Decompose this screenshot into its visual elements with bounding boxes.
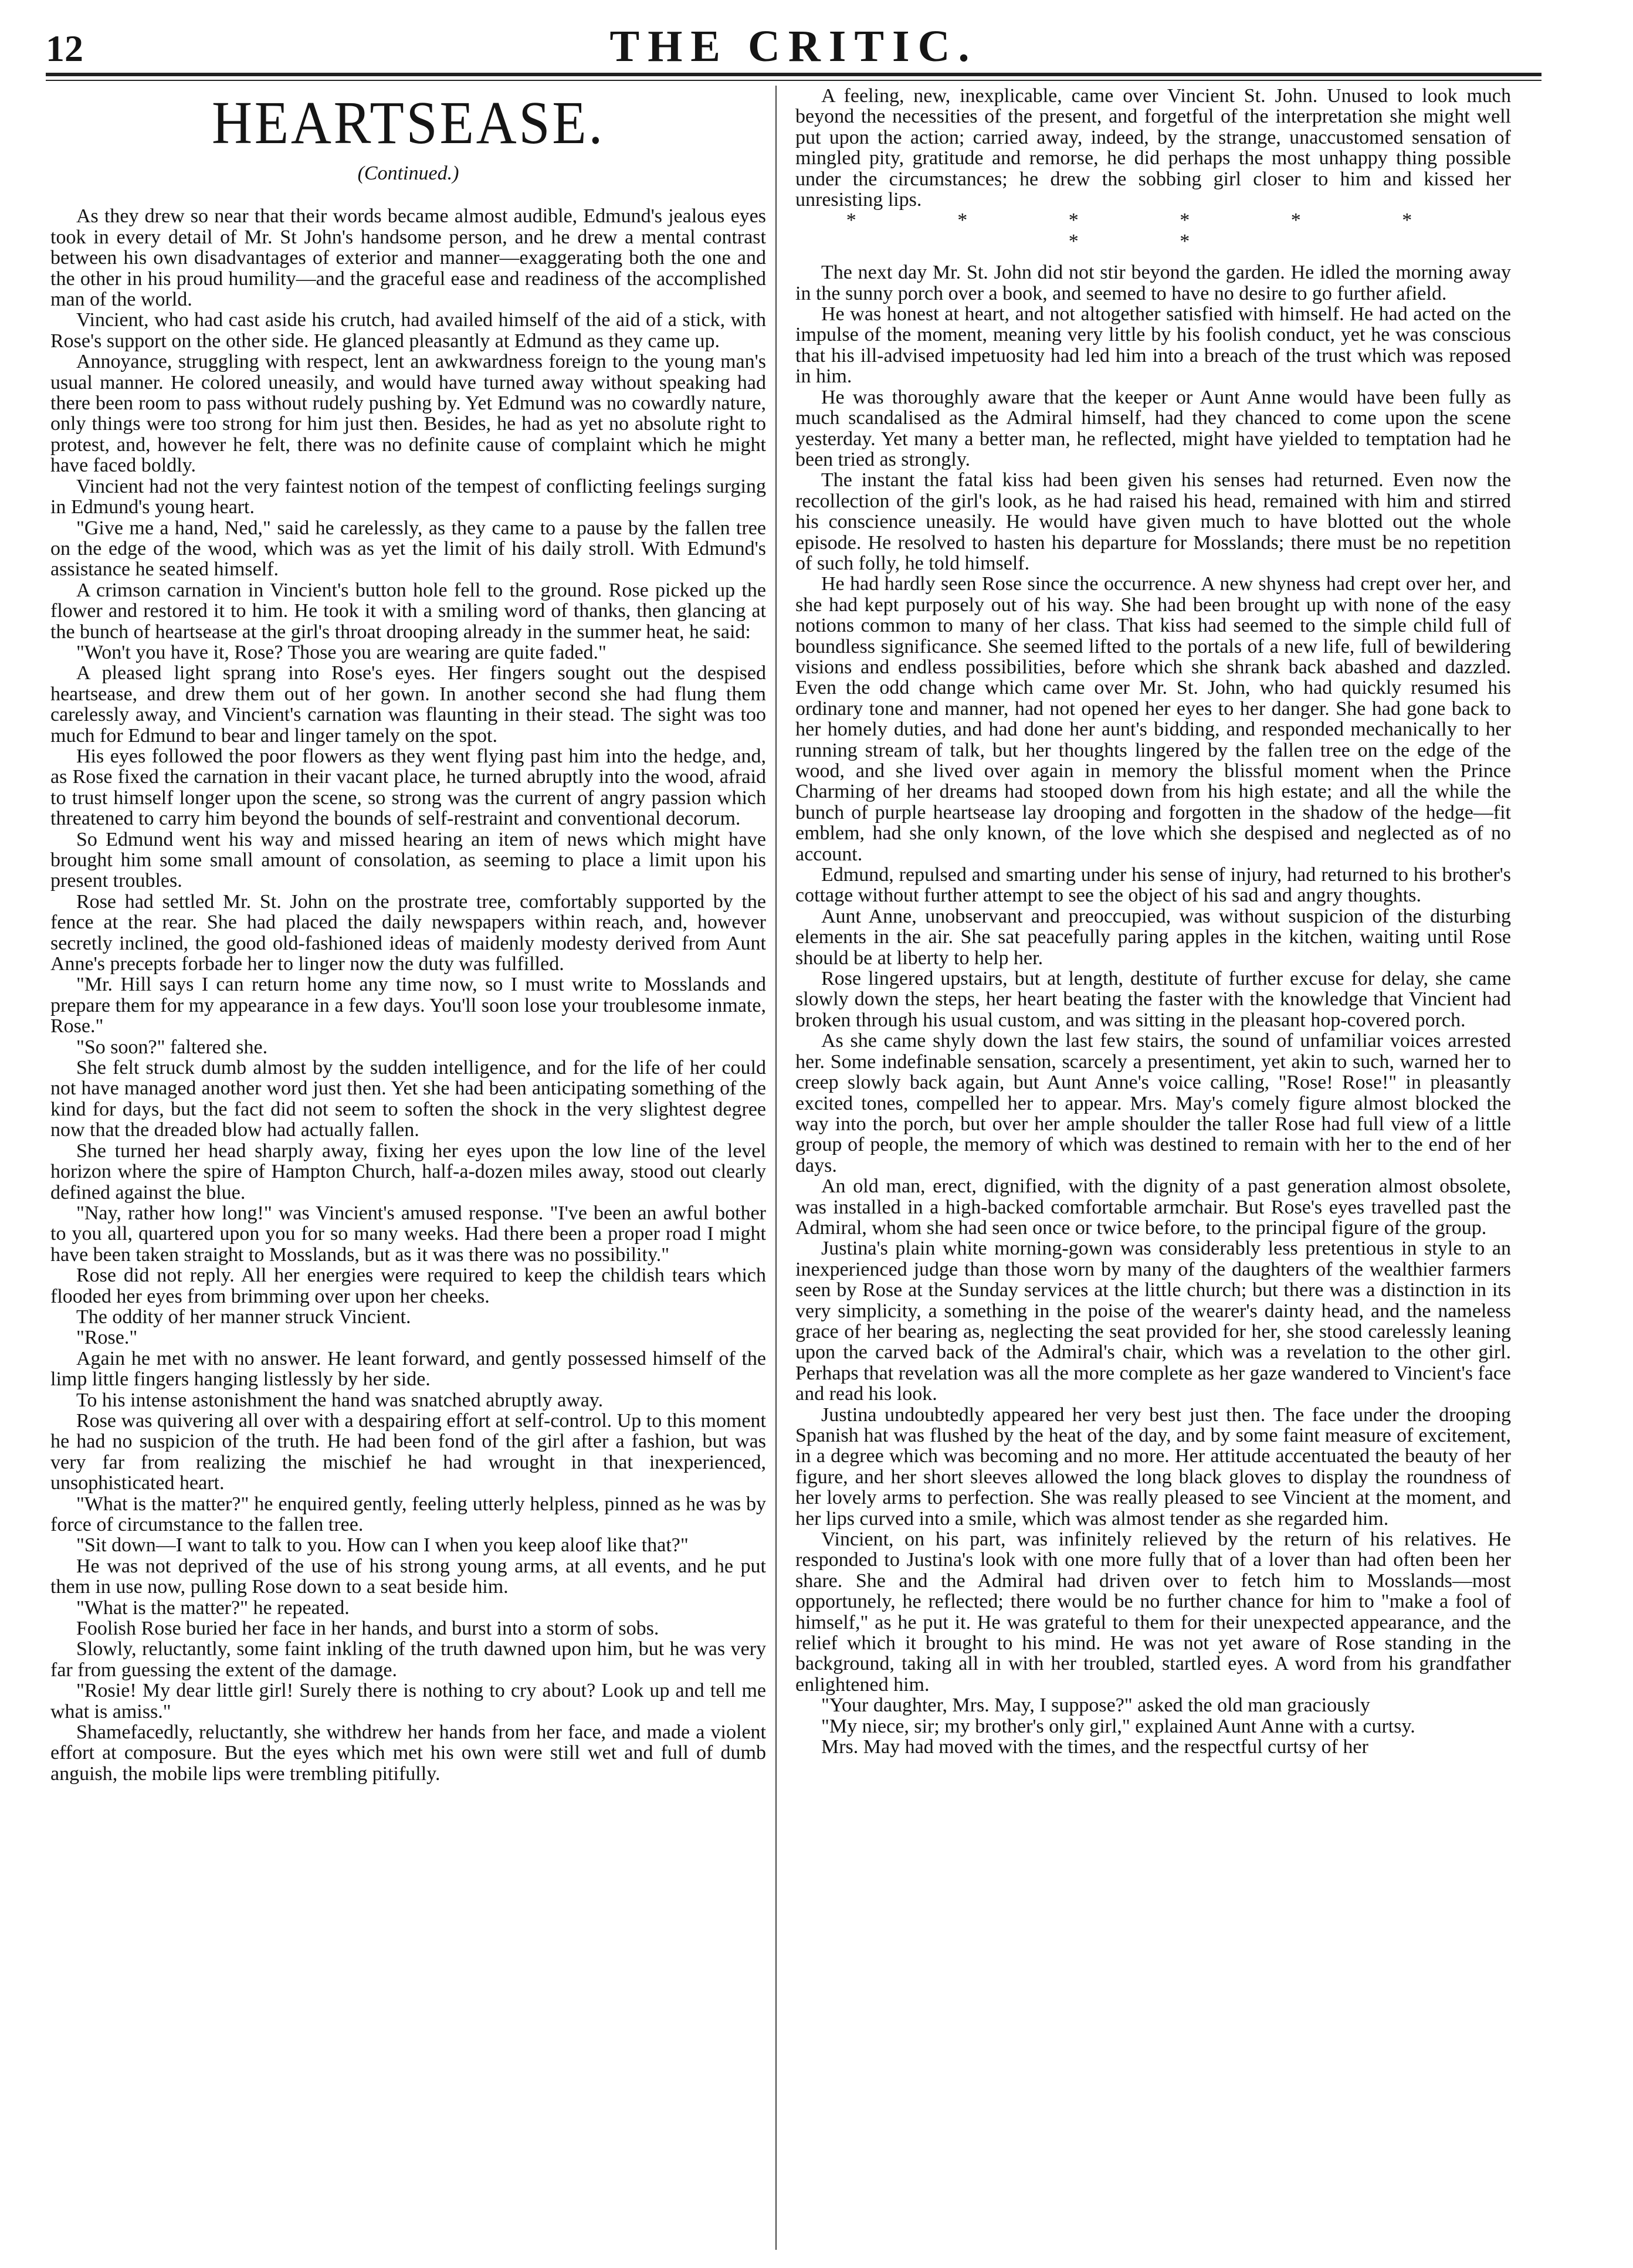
- paragraph: Vincient, who had cast aside his crutch, had availed himself of the aid of a stick, with Rose's support on the other side. He glanced pleasantly at Edmund as they came up.: [50, 309, 766, 352]
- paragraph: Shamefacedly, reluctantly, she withdrew her hands from her face, and made a violent effort at composure. But the eyes which met his own were still wet and full of dumb anguish, the mobile lips were trembling pitifully.: [50, 1721, 766, 1785]
- masthead: THE CRITIC.: [609, 22, 978, 71]
- left-column-paragraphs: [50, 206, 766, 1784]
- paragraph: Aunt Anne, unobservant and preoccupied, was without suspicion of the disturbing elements in the air. She sat peacefully paring apples in the kitchen, waiting until Rose should be at liberty to help her.: [795, 905, 1511, 969]
- header-rule-thin: [46, 80, 1541, 81]
- paragraph: Again he met with no answer. He leant forward, and gently possessed himself of the limp little fingers hanging listlessly by her side.: [50, 1347, 766, 1391]
- paragraph: Annoyance, struggling with respect, lent an awkwardness foreign to the young man's usual manner. He colored uneasily, and would have turned away without speaking had there been room to pass without rudely pushing by. Yet Edmund was no cowardly nature, only things were too strong for him just then. Besides, he had as yet no absolute right to protest, and, however he felt, there was no definite cause of complaint which he might have faced boldly.: [50, 351, 766, 477]
- paragraph: He was not deprived of the use of his strong young arms, at all events, and he put them in use now, pulling Rose down to a seat beside him.: [50, 1555, 766, 1598]
- paragraph: "Rose.": [76, 1327, 138, 1349]
- paragraph: "What is the matter?" he enquired gently, feeling utterly helpless, pinned as he was by force of circumstance to the fallen tree.: [50, 1493, 766, 1535]
- paragraph: Mrs. May had moved with the times, and the respectful curtsy of her: [821, 1736, 1368, 1758]
- paragraph: The instant the fatal kiss had been given his senses had returned. Even now the recollection of the girl's look, as he had raised his head, remained with him and stirred his conscience uneasily. He would have given much to have blotted out the whole episode. He resolved to hasten his departure for Mosslands; there must be no repetition of such folly, he told himself.: [795, 469, 1511, 574]
- paragraph: His eyes followed the poor flowers as they went flying past him into the hedge, and, as Rose fixed the carnation in their vacant place, he turned abruptly into the wood, afraid to trust himself longer upon the scene, so strong was the current of angry passion which threatened to carry him beyond the bounds of self-restraint and conventional decorum.: [50, 745, 766, 830]
- paragraph: "Your daughter, Mrs. May, I suppose?" asked the old man graciously: [821, 1694, 1370, 1717]
- paragraph: Foolish Rose buried her face in her hands, and burst into a storm of sobs.: [76, 1618, 659, 1640]
- paragraph: To his intense astonishment the hand was snatched abruptly away.: [76, 1389, 604, 1411]
- right-column: [795, 86, 1511, 1758]
- paragraph: Rose was quivering all over with a despairing effort at self-control. Up to this moment he had no suspicion of the truth. He had been fond of the girl after a fashion, but was very far from realizing the mischief he had wrought in that inexperienced, unsophisticated heart.: [50, 1409, 766, 1494]
- paragraph: He was honest at heart, and not altogether satisfied with himself. He had acted on the impulse of the moment, meaning very little by his foolish conduct, yet he was conscious that his ill-advised impetuosity had led him into a breach of the trust which was reposed in him.: [795, 303, 1511, 388]
- paragraph: A feeling, new, inexplicable, came over Vincient St. John. Unused to look much beyond the necessities of the present, and forgetful of the interpretation she might well put upon the action; carried away, indeed, by the strange, unaccustomed sensation of mingled pity, gratitude and remorse, he did perhaps the most unhappy thing possible under the circumstances; he drew the sobbing girl closer to him and kissed her unresisting lips.: [795, 85, 1511, 211]
- paragraph: She felt struck dumb almost by the sudden intelligence, and for the life of her could not have managed another word just then. Yet she had been anticipating something of the kind for days, but the fact did not seem to soften the shock in the very slightest degree now that the dreaded blow had actually fallen.: [50, 1057, 766, 1141]
- section-break: * * * * * * * *: [846, 209, 1461, 252]
- paragraph: Justina undoubtedly appeared her very best just then. The face under the drooping Spanish hat was flushed by the heat of the day, and by some faint measure of excitement, in a degree which was becoming and no more. Her attitude accentuated the beauty of her figure, and her short sleeves allowed the long black gloves to display the roundness of her lovely arms to perfection. She was really pleased to see Vincient at the moment, and her lips curved into a smile, which was almost tender as she regarded him.: [795, 1403, 1511, 1530]
- article-title: HEARTSEASE.: [212, 89, 605, 157]
- paragraph: So Edmund went his way and missed hearing an item of news which might have brought him some small amount of consolation, as seeming to place a limit upon his present troubles.: [50, 828, 766, 892]
- paragraph: "Sit down—I want to talk to you. How can I when you keep aloof like that?": [76, 1534, 689, 1557]
- paragraph: Rose had settled Mr. St. John on the prostrate tree, comfortably supported by the fence at the rear. She had placed the daily newspapers within reach, and, however secretly inclined, the good old-fashioned ideas of maidenly modesty derived from Aunt Anne's precepts forbade her to linger now the duty was fulfilled.: [50, 890, 766, 975]
- paragraph: Rose lingered upstairs, but at length, destitute of further excuse for delay, she came slowly down the steps, her heart beating the faster with the knowledge that Vincient had broken through his usual custom, and was sitting in the pleasant hop-covered porch.: [795, 968, 1511, 1031]
- right-column-paragraphs: [795, 262, 1511, 1757]
- paragraph: Vincient had not the very faintest notion of the tempest of conflicting feelings surging in Edmund's young heart.: [50, 475, 766, 518]
- header-rule: [46, 73, 1541, 76]
- paragraph: "What is the matter?" he repeated.: [76, 1596, 350, 1619]
- paragraph: The next day Mr. St. John did not stir beyond the garden. He idled the morning away in the sunny porch over a book, and seemed to have no desire to go further afield.: [795, 262, 1511, 304]
- column-divider: [775, 86, 777, 2250]
- paragraph: "My niece, sir; my brother's only girl," explained Aunt Anne with a curtsy.: [821, 1715, 1415, 1737]
- right-column-paragraphs-top: [795, 86, 1511, 210]
- paragraph: He had hardly seen Rose since the occurrence. A new shyness had crept over her, and she had kept purposely out of his way. She had been brought up with none of the easy notions common to many of her class. That kiss had seemed to the simple child full of boundless significance. She seemed lifted to the portals of a new life, full of bewildering visions and endless possibilities, before which she shrank back abashed and dazzled. Even the odd change which came over Mr. St. John, who had quickly resumed his ordinary tone and manner, had not opened her eyes to her danger. She had gone back to her homely duties, and had done her aunt's bidding, and responded mechanically to her running stream of talk, but her thoughts lingered by the fallen tree on the edge of the wood, and she lived over again in memory the blissful moment when the Prince Charming of her dreams had stooped down from his high estate; and all the while the bunch of purple heartsease lay drooping and forgotten in the shadow of the hedge—fit emblem, had she only known, of the love which she despised and neglected as of no account.: [795, 573, 1511, 865]
- paragraph: As they drew so near that their words became almost audible, Edmund's jealous eyes took in every detail of Mr. St John's handsome person, and he drew a mental contrast between his own disadvantages of exterior and manner—exaggerating both the one and the other in his proud humility—and the graceful ease and readiness of the accomplished man of the world.: [50, 205, 766, 311]
- paragraph: "So soon?" faltered she.: [76, 1036, 268, 1058]
- left-column: [50, 86, 766, 1784]
- paragraph: A crimson carnation in Vincient's button hole fell to the ground. Rose picked up the flower and restored it to him. He took it with a smiling word of thanks, then glancing at the bunch of heartsease at the girl's throat drooping already in the summer heat, he said:: [50, 579, 766, 643]
- paragraph: "Won't you have it, Rose? Those you are wearing are quite faded.": [76, 641, 607, 663]
- paragraph: He was thoroughly aware that the keeper or Aunt Anne would have been fully as much scandalised as the Admiral himself, had they chanced to come upon the scene yesterday. Yet many a better man, he reflected, might have yielded to temptation had he been tried as strongly.: [795, 386, 1511, 470]
- continued-note: (Continued.): [357, 162, 459, 184]
- paragraph: A pleased light sprang into Rose's eyes. Her fingers sought out the despised heartsease, and drew them out of her gown. In another second she had flung them carelessly away, and Vincient's carnation was flaunting in their stead. The sight was too much for Edmund to bear and linger tamely on the spot.: [50, 662, 766, 747]
- paragraph: Edmund, repulsed and smarting under his sense of injury, had returned to his brother's cottage without further attempt to see the object of his sad and angry thoughts.: [795, 864, 1511, 907]
- paragraph: As she came shyly down the last few stairs, the sound of unfamiliar voices arrested her. Some indefinable sensation, scarcely a presentiment, yet akin to such, warned her to creep slowly back again, but Aunt Anne's voice calling, "Rose! Rose!" in pleasantly excited tones, compelled her to appear. Mrs. May's comely figure almost blocked the way into the porch, but over her ample shoulder the taller Rose had full view of a little group of people, the memory of which was destined to remain with her to the end of her days.: [795, 1030, 1511, 1177]
- paragraph: "Nay, rather how long!" was Vincient's amused response. "I've been an awful bother to you all, quartered upon you for so many weeks. Had there been a proper road I might have been taken straight to Mosslands, but as it was there was no possibility.": [50, 1202, 766, 1266]
- paragraph: "Give me a hand, Ned," said he carelessly, as they came to a pause by the fallen tree on the edge of the wood, which was as yet the limit of his daily stroll. With Edmund's assistance he seated himself.: [50, 517, 766, 581]
- page-header: [46, 16, 1541, 75]
- paragraph: Slowly, reluctantly, some faint inkling of the truth dawned upon him, but he was very far from guessing the extent of the damage.: [50, 1638, 766, 1681]
- paragraph: Justina's plain white morning-gown was considerably less pretentious in style to an inexperienced judge than those worn by many of the daughters of the wealthier farmers seen by Rose at the Sunday services at the little church; but there was a distinction in its very simplicity, a something in the poise of the wearer's dainty head, and the nameless grace of her bearing as, neglecting the seat provided for her, she stood carelessly leaning upon the carved back of the Admiral's chair, which was a revelation to the other girl. Perhaps that revelation was all the more complete as her gaze wandered to Vincient's face and read his look.: [795, 1238, 1511, 1405]
- paragraph: "Rosie! My dear little girl! Surely there is nothing to cry about? Look up and tell me what is amiss.": [50, 1680, 766, 1723]
- paragraph: An old man, erect, dignified, with the dignity of a past generation almost obsolete, was installed in a high-backed comfortable armchair. But Rose's eyes travelled past the Admiral, whom she had seen once or twice before, to the principal figure of the group.: [795, 1175, 1511, 1239]
- paragraph: The oddity of her manner struck Vincient.: [76, 1306, 411, 1328]
- paragraph: "Mr. Hill says I can return home any time now, so I must write to Mosslands and prepare them for my appearance in a few days. You'll soon lose your troublesome inmate, Rose.": [50, 974, 766, 1038]
- paragraph: Vincient, on his part, was infinitely relieved by the return of his relatives. He responded to Justina's look with one more fully that of a lover than had often been her share. She and the Admiral had driven over to fetch him to Mosslands—most opportunely, he reflected; there would be no further chance for him to "make a fool of himself," as he put it. He was grateful to them for their unexpected appearance, and the relief which it brought to his mind. He was not yet aware of Rose standing in the background, taking all in with her troubled, startled eyes. A word from his grandfather enlightened him.: [795, 1528, 1511, 1696]
- paragraph: She turned her head sharply away, fixing her eyes upon the low line of the level horizon where the spire of Hampton Church, half-a-dozen miles away, stood out clearly defined against the blue.: [50, 1140, 766, 1204]
- paragraph: Rose did not reply. All her energies were required to keep the childish tears which flooded her eyes from brimming over upon her cheeks.: [50, 1264, 766, 1307]
- page-number: 12: [46, 28, 83, 69]
